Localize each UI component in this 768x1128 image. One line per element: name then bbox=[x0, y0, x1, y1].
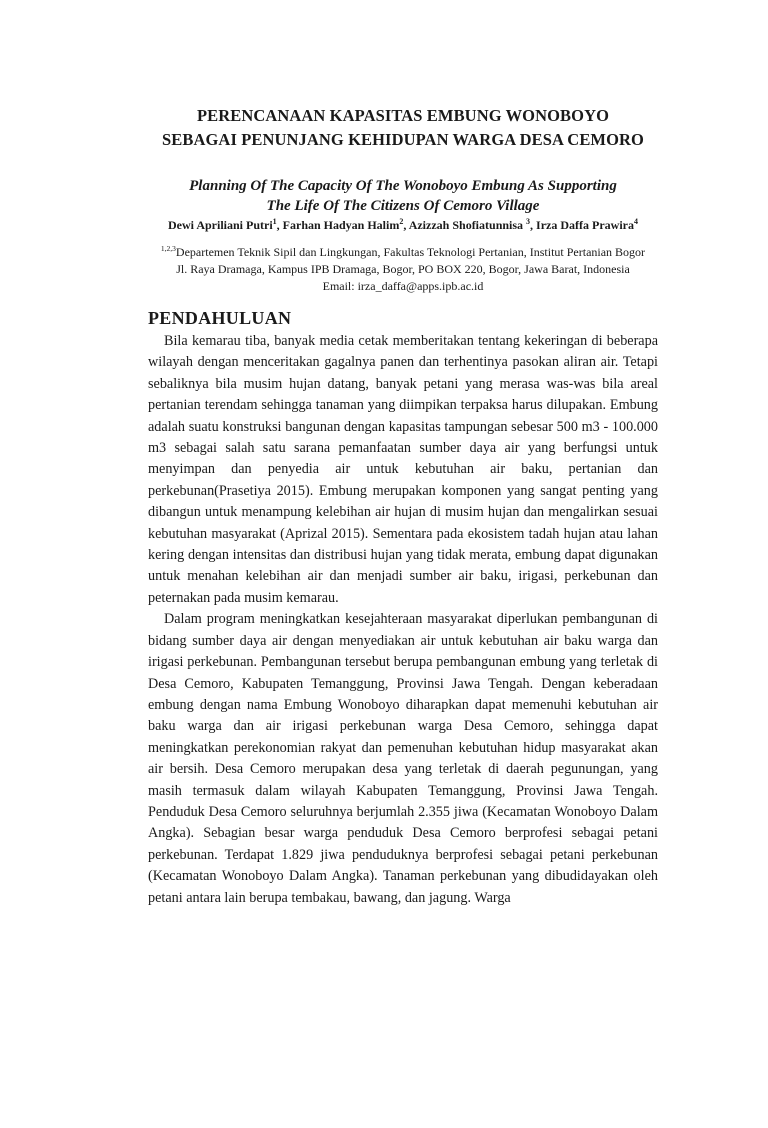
author-name: Irza Daffa Prawira bbox=[536, 218, 635, 232]
author-list bbox=[148, 217, 658, 233]
author-affiliation-number: 4 bbox=[634, 217, 639, 226]
section-heading: PENDAHULUAN bbox=[148, 308, 292, 328]
paper-title-line-1: PERENCANAAN KAPASITAS EMBUNG WONOBOYO bbox=[196, 106, 610, 125]
affiliation-department bbox=[148, 244, 658, 261]
affiliation-department-text: Departemen Teknik Sipil dan Lingkungan, Fakultas Teknologi Pertanian, Institut Pertanian Bogor bbox=[175, 245, 646, 259]
author-separator: , bbox=[276, 218, 283, 232]
english-title-line-2: The Life Of The Citizens Of Cemoro Village bbox=[266, 198, 540, 214]
body-paragraph: Bila kemarau tiba, banyak media cetak memberitakan tentang kekeringan di beberapa wilayah dengan menceritakan gagalnya panen dan terhentinya pasokan aliran air. Tetapi sebaliknya bila musim hujan datang, banyak petani yang merasa was-was bila areal pertanian terendam sehingga tanaman yang diimpikan terpaksa harus dilupakan. Embung adalah suatu konstruksi bangunan dengan kapasitas tampungan sebesar 500 m3 - 100.000 m3 sebagai salah satu sarana pemanfaatan sumber daya air yang berfungsi untuk menyimpan dan penyedia air untuk kebutuhan air baku, pertanian dan perkebunan(Prasetiya 2015). Embung merupakan komponen yang sangat penting yang dibangun untuk menampung kelebihan air hujan di musim hujan dan mengalirkan sesuai kebutuhan masyarakat (Aprizal 2015). Sementara pada ekosistem tadah hujan atau lahan kering dengan intensitas dan distribusi hujan yang tidak merata, embung dapat digunakan untuk menahan kelebihan air dan menjadi sumber air baku, irigasi, perkebunan dan peternakan pada musim kemarau. bbox=[148, 333, 658, 606]
english-title bbox=[148, 176, 658, 216]
affiliation-address: Jl. Raya Dramaga, Kampus IPB Dramaga, Bogor, PO BOX 220, Bogor, Jawa Barat, Indonesia bbox=[176, 262, 630, 276]
author-name: Dewi Apriliani Putri bbox=[167, 218, 273, 232]
author-separator: , bbox=[530, 218, 537, 232]
author-name: Azizzah Shofiatunnisa bbox=[408, 218, 527, 232]
english-title-line-1: Planning Of The Capacity Of The Wonoboyo Embung As Supporting bbox=[189, 178, 617, 194]
affiliation-numbers: 1,2,3 bbox=[160, 244, 176, 253]
affiliation-email: Email: irza_daffa@apps.ipb.ac.id bbox=[322, 279, 484, 293]
author-separator: , bbox=[403, 218, 409, 232]
paper-title-line-2: SEBAGAI PENUNJANG KEHIDUPAN WARGA DESA CEMORO bbox=[162, 130, 644, 149]
author-name: Farhan Hadyan Halim bbox=[282, 218, 400, 232]
author-affiliation-number: 2 bbox=[399, 217, 404, 226]
paper-title bbox=[148, 104, 658, 152]
affiliation-block bbox=[148, 244, 658, 295]
body-paragraph: Dalam program meningkatkan kesejahteraan masyarakat diperlukan pembangunan di bidang sumber daya air dengan menyediakan air untuk kebutuhan air baku warga dan irigasi perkebunan. Pembangunan tersebut berupa pembangunan embung yang terletak di Desa Cemoro, Kabupaten Temanggung, Provinsi Jawa Tengah. Dengan keberadaan embung dengan nama Embung Wonoboyo diharapkan dapat memenuhi kebutuhan air baku warga dan air irigasi perkebunan warga Desa Cemoro, sehingga dapat meningkatkan perekonomian rakyat dan pemenuhan kebutuhan hidup masyarakat akan air bersih. Desa Cemoro merupakan desa yang terletak di daerah pegunungan, yang masih termasuk dalam wilayah Kabupaten Temanggung, Provinsi Jawa Tengah. Penduduk Desa Cemoro seluruhnya berjumlah 2.355 jiwa (Kecamatan Wonoboyo Dalam Angka). Sebagian besar warga penduduk Desa Cemoro berprofesi sebagai petani perkebunan. Terdapat 1.829 jiwa penduduknya berprofesi sebagai petani perkebunan (Kecamatan Wonoboyo Dalam Angka). Tanaman perkebunan yang dibudidayakan oleh petani antara lain berupa tembakau, bawang, dan jagung. Warga bbox=[148, 611, 658, 906]
paper-page bbox=[0, 104, 768, 1128]
author-affiliation-number: 1 bbox=[272, 217, 277, 226]
author-affiliation-number: 3 bbox=[526, 217, 531, 226]
